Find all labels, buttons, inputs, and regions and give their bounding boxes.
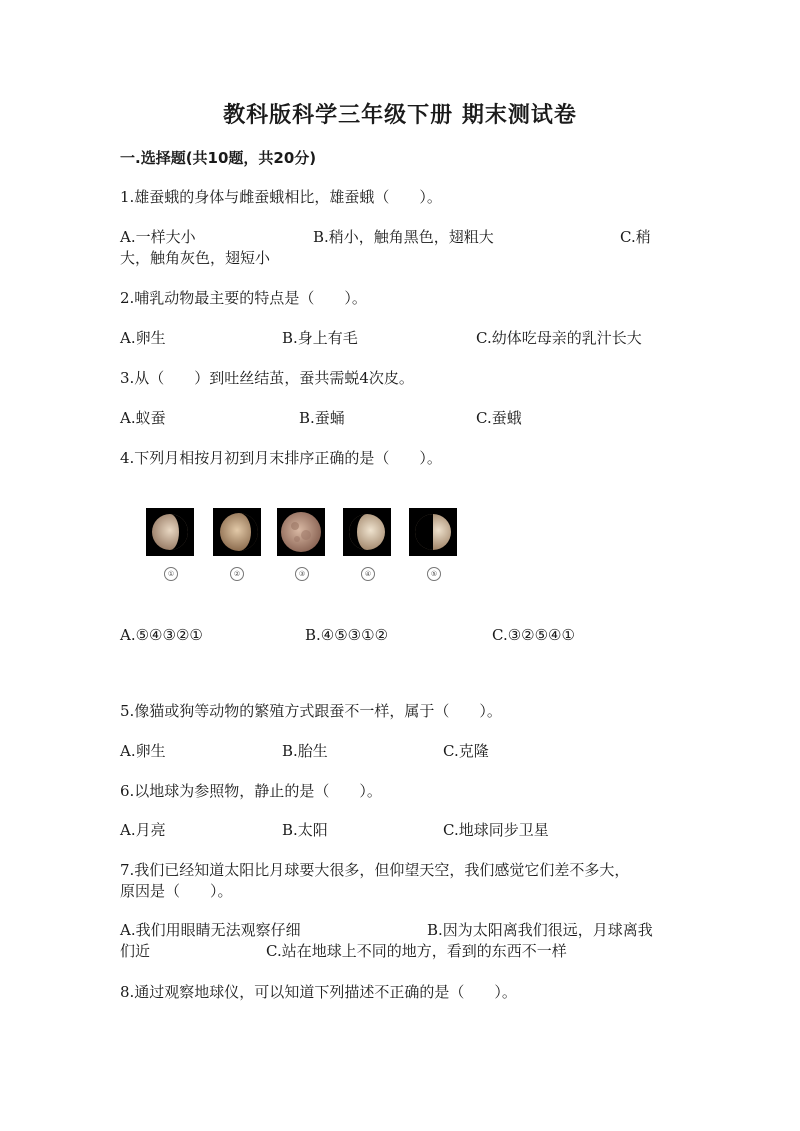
moon-label-4: ④ (361, 567, 375, 581)
page-title: 教科版科学三年级下册 期末测试卷 (223, 103, 577, 128)
question-4-option-c: C.③②⑤④① (492, 626, 575, 644)
moon-phase-2 (213, 508, 261, 556)
question-3-option-c: C.蚕蛾 (476, 409, 522, 427)
question-5-option-c: C.克隆 (443, 742, 489, 760)
moon-phase-4 (343, 508, 391, 556)
question-4-option-a: A.⑤④③②① (120, 626, 203, 644)
question-3-option-b: B.蚕蛹 (299, 409, 345, 427)
question-4-option-b: B.④⑤③①② (305, 626, 389, 644)
question-1-option-a: A.一样大小 (120, 228, 196, 246)
question-6-option-c: C.地球同步卫星 (443, 821, 549, 839)
question-5-stem: 5.像猫或狗等动物的繁殖方式跟蚕不一样，属于（ ）。 (120, 702, 502, 720)
question-7-option-c: C.站在地球上不同的地方，看到的东西不一样 (266, 942, 567, 960)
question-7-option-a: A.我们用眼睛无法观察仔细 (120, 921, 301, 939)
question-7-option-b-cont: 们近 (120, 942, 151, 960)
question-4-stem: 4.下列月相按月初到月末排序正确的是（ ）。 (120, 449, 442, 467)
question-1-stem: 1.雄蚕蛾的身体与雌蚕蛾相比，雄蚕蛾（ ）。 (120, 188, 442, 206)
section-heading: 一.选择题(共10题，共20分) (120, 149, 317, 167)
question-6-stem: 6.以地球为参照物，静止的是（ ）。 (120, 782, 382, 800)
moon-phase-1 (146, 508, 194, 556)
moon-phase-5 (409, 508, 457, 556)
question-8-stem: 8.通过观察地球仪，可以知道下列描述不正确的是（ ）。 (120, 983, 517, 1001)
moon-phase-3 (277, 508, 325, 556)
question-6-option-b: B.太阳 (282, 821, 328, 839)
question-1-option-b: B.稍小，触角黑色，翅粗大 (313, 228, 494, 246)
question-5-option-b: B.胎生 (282, 742, 328, 760)
question-1-option-c-cont: 大，触角灰色，翅短小 (120, 249, 271, 267)
moon-label-3: ③ (295, 567, 309, 581)
question-3-stem: 3.从（ ）到吐丝结茧，蚕共需蜕4次皮。 (120, 369, 414, 387)
question-6-option-a: A.月亮 (120, 821, 166, 839)
question-5-option-a: A.卵生 (120, 742, 166, 760)
question-3-option-a: A.蚁蚕 (120, 409, 166, 427)
question-2-stem: 2.哺乳动物最主要的特点是（ ）。 (120, 289, 367, 307)
question-7-option-b: B.因为太阳离我们很远，月球离我 (427, 921, 653, 939)
question-2-option-a: A.卵生 (120, 329, 166, 347)
question-7-stem-cont: 原因是（ ）。 (120, 882, 233, 900)
moon-label-2: ② (230, 567, 244, 581)
question-2-option-b: B.身上有毛 (282, 329, 358, 347)
question-1-option-c: C.稍 (620, 228, 651, 246)
question-7-stem: 7.我们已经知道太阳比月球要大很多，但仰望天空，我们感觉它们差不多大， (120, 861, 630, 879)
moon-label-1: ① (164, 567, 178, 581)
moon-label-5: ⑤ (427, 567, 441, 581)
question-2-option-c: C.幼体吃母亲的乳汁长大 (476, 329, 642, 347)
